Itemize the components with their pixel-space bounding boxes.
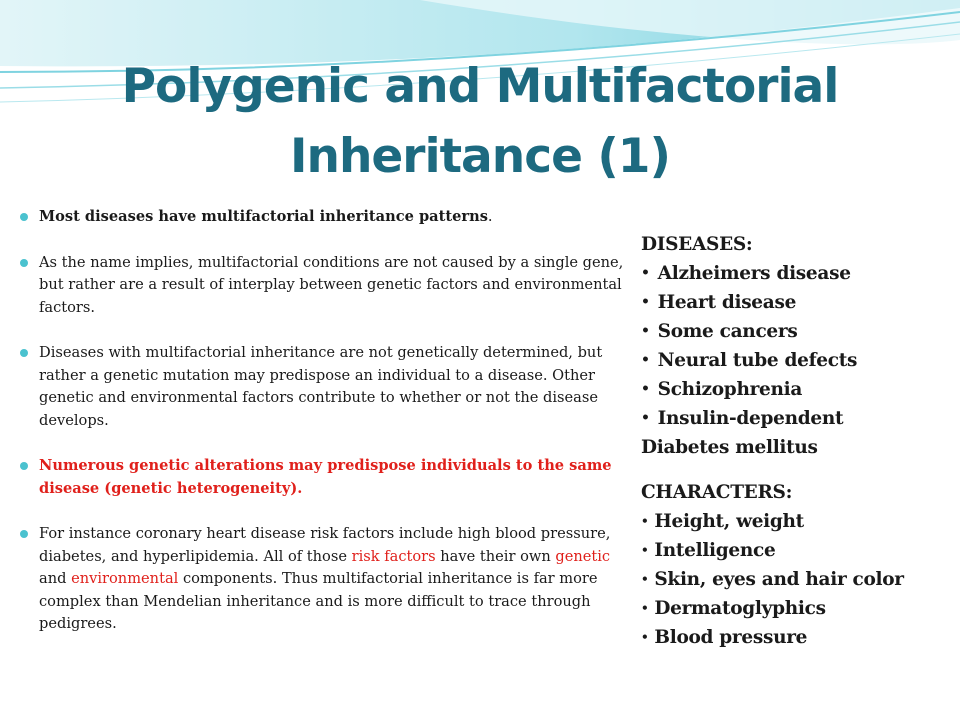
examples-panel [641,230,951,652]
bullet-item [20,523,625,636]
section-spacer [641,462,951,478]
bullet-item [20,455,625,500]
characters-heading: CHARACTERS: [641,482,793,503]
disease-item: • Alzheimers disease [641,263,851,284]
bullet-item [20,206,625,229]
bullet-dot-icon: • [641,352,650,368]
bullet-text: Diseases with multifactorial inheritance are not genetically determined, but rather a genetic mutation may predispose an individual to a disease. Other genetic and environmental factors contribute to whether or not the disease develops. [39,344,603,429]
bullet-dot-icon: • [641,514,649,528]
bullet-dot-icon: • [641,294,650,310]
diseases-heading: DISEASES: [641,234,753,255]
bullet-text: For instance coronary heart disease risk factors include high blood pressure, diabetes, and hyperlipidemia. All of those [39,525,611,565]
bullet-dot-icon [20,213,28,221]
genetic-term: genetic [555,547,611,565]
bullet-dot-icon: • [641,572,649,586]
disease-item: • Neural tube defects [641,350,858,371]
risk-factors-term: risk factors [351,547,436,565]
slide-title [0,52,960,192]
bullet-text: components. Thus multifactorial inheritance is far more complex than Mendelian inheritance and is more difficult to trace through pedigrees. [39,570,598,632]
bullet-dot-icon: • [641,265,650,281]
main-bullet-list [20,206,625,636]
bullet-text-bold: Most diseases have multifactorial inheritance patterns [39,208,488,225]
bullet-text: As the name implies, multifactorial conditions are not caused by a single gene, but rather are a result of interplay between genetic factors and environmental factors. [39,253,624,316]
bullet-text-highlight: Numerous genetic alterations may predispose individuals to the same disease (genetic heterogeneity). [39,457,612,497]
character-item: • Dermatoglyphics [641,598,826,619]
title-line-2: Inheritance (1) [290,129,670,184]
bullet-dot-icon [20,259,28,267]
character-item: • Intelligence [641,540,776,561]
disease-item: • Schizophrenia [641,379,803,400]
title-line-1: Polygenic and Multifactorial [121,59,839,114]
bullet-text-period: . [487,208,493,225]
disease-item: • Insulin-dependent [641,408,844,429]
bullet-dot-icon: • [641,630,649,644]
disease-item-continuation: Diabetes mellitus [641,437,818,458]
bullet-item [20,252,625,320]
character-item: • Skin, eyes and hair color [641,569,904,590]
disease-item: • Some cancers [641,321,798,342]
environmental-term: environmental [71,570,179,587]
character-item: • Blood pressure [641,627,808,648]
bullet-dot-icon: • [641,601,649,615]
bullet-dot-icon: • [641,323,650,339]
bullet-dot-icon: • [641,543,649,557]
character-item: • Height, weight [641,511,804,532]
disease-item: • Heart disease [641,292,797,313]
bullet-dot-icon [20,530,28,538]
bullet-dot-icon: • [641,410,650,426]
bullet-dot-icon [20,349,28,357]
bullet-text: have their own [435,547,556,565]
bullet-dot-icon [20,462,28,470]
bullet-text: and [39,570,72,587]
bullet-item [20,342,625,432]
bullet-dot-icon: • [641,381,650,397]
